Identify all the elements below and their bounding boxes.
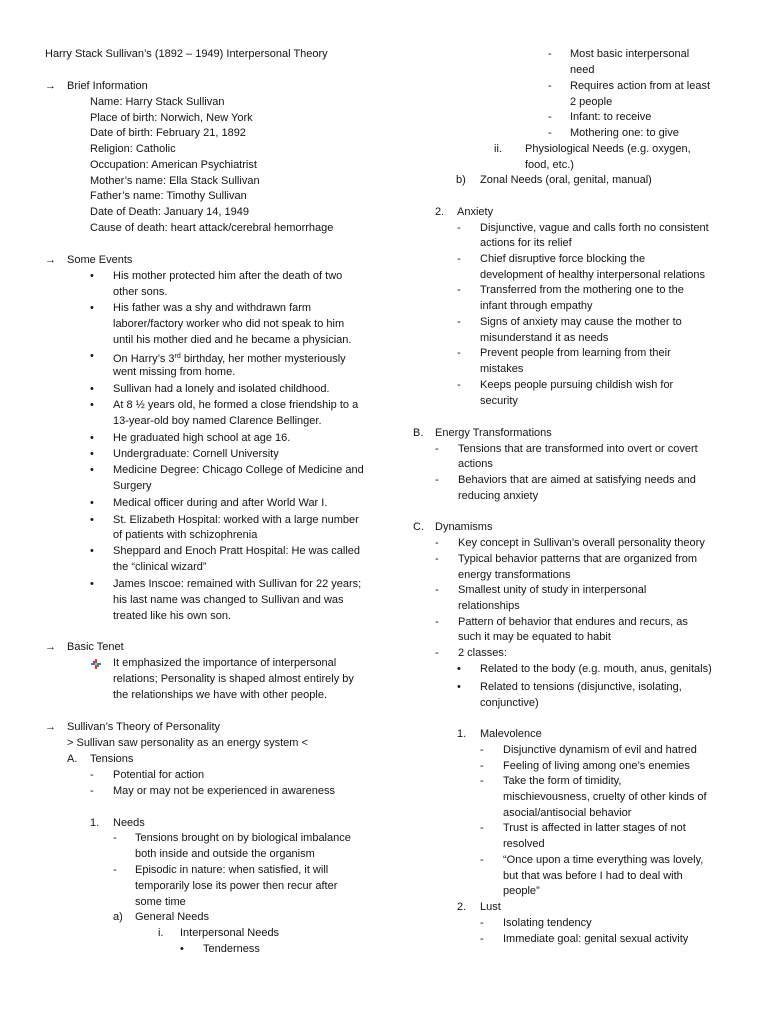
event-line: Undergraduate: Cornell University: [113, 448, 279, 460]
dash-icon: -: [90, 769, 94, 781]
anxiety-line: mistakes: [480, 363, 524, 375]
malevolence-line: resolved: [503, 838, 545, 850]
dash-icon: -: [548, 127, 552, 139]
dynamism-line: Smallest unity of study in interpersonal: [458, 584, 647, 596]
needs-line: temporarily lose its power then recur after: [135, 880, 338, 892]
brief-line: Place of birth: Norwich, New York: [90, 112, 253, 124]
dynamism-line: Key concept in Sullivan’s overall personality theory: [458, 537, 705, 549]
energy-line: Tensions that are transformed into overt or covert: [458, 443, 698, 455]
dynamism-class: Related to tensions (disjunctive, isolating,: [480, 681, 682, 693]
list-marker: i.: [158, 927, 164, 939]
event-line: until his mother died and he became a physician.: [113, 334, 352, 346]
event-line: St. Elizabeth Hospital: worked with a large number: [113, 514, 359, 526]
section-heading-brief: Brief Information: [67, 80, 148, 92]
dash-icon: -: [457, 222, 461, 234]
bullet-icon: •: [180, 943, 184, 955]
tenderness-line: 2 people: [570, 96, 613, 108]
event-line: his last name was changed to Sullivan and was: [113, 594, 344, 606]
dash-icon: -: [457, 379, 461, 391]
bullet-icon: •: [90, 383, 94, 395]
subsection-malevolence: Malevolence: [480, 728, 542, 740]
bullet-icon: •: [90, 514, 94, 526]
brief-line: Name: Harry Stack Sullivan: [90, 96, 225, 108]
dash-icon: -: [435, 553, 439, 565]
arrow-icon: →: [45, 641, 56, 653]
malevolence-line: but that was before I had to deal with: [503, 870, 683, 882]
anxiety-line: infant through empathy: [480, 300, 593, 312]
bullet-icon: •: [90, 350, 94, 362]
event-line: At 8 ½ years old, he formed a close friendship to a: [113, 399, 359, 411]
needs-line: Episodic in nature: when satisfied, it will: [135, 864, 329, 876]
tenderness-line: Requires action from at least: [570, 80, 711, 92]
event-line: treated like his own son.: [113, 610, 232, 622]
tenet-line: relations; Personality is shaped almost entirely by: [113, 673, 354, 685]
dash-icon: -: [435, 647, 439, 659]
lust-line: Immediate goal: genital sexual activity: [503, 933, 689, 945]
section-heading-tenet: Basic Tenet: [67, 641, 124, 653]
energy-line: actions: [458, 458, 493, 470]
tenet-line: the relationships we have with other people.: [113, 689, 328, 701]
event-line: other sons.: [113, 286, 168, 298]
list-marker: 2.: [435, 206, 445, 218]
malevolence-line: mischievousness, cruelty of other kinds of: [503, 791, 707, 803]
tenet-line: It emphasized the importance of interpersonal: [113, 657, 337, 669]
anxiety-line: Chief disruptive force blocking the: [480, 253, 646, 265]
dash-icon: -: [435, 474, 439, 486]
needs-line: some time: [135, 896, 186, 908]
event-line: of patients with schizophrenia: [113, 529, 258, 541]
dash-icon: -: [457, 253, 461, 265]
brief-line: Date of Death: January 14, 1949: [90, 206, 249, 218]
bullet-icon: •: [90, 545, 94, 557]
brief-line: Occupation: American Psychiatrist: [90, 159, 257, 171]
malevolence-line: “Once upon a time everything was lovely,: [503, 854, 704, 866]
subsection-lust: Lust: [480, 901, 501, 913]
dash-icon: -: [457, 284, 461, 296]
anxiety-line: Keeps people pursuing childish wish for: [480, 379, 674, 391]
dash-icon: -: [548, 48, 552, 60]
dynamism-line: relationships: [458, 600, 520, 612]
dash-icon: -: [480, 933, 484, 945]
dash-icon: -: [90, 785, 94, 797]
tension-line: Potential for action: [113, 769, 205, 781]
event-line: the “clinical wizard”: [113, 561, 207, 573]
dash-icon: -: [480, 917, 484, 929]
anxiety-line: misunderstand it as needs: [480, 332, 609, 344]
anxiety-line: Disjunctive, vague and calls forth no consistent: [480, 222, 709, 234]
section-heading-theory: Sullivan’s Theory of Personality: [67, 721, 221, 733]
bullet-icon: •: [90, 448, 94, 460]
event-line: Medicine Degree: Chicago College of Medicine and: [113, 464, 364, 476]
dynamism-line: such it may be equated to habit: [458, 631, 611, 643]
list-marker: A.: [67, 753, 78, 765]
list-marker: a): [113, 911, 123, 923]
event-line: His father was a shy and withdrawn farm: [113, 302, 312, 314]
bullet-icon: •: [457, 681, 461, 693]
lust-line: Isolating tendency: [503, 917, 592, 929]
dash-icon: -: [457, 316, 461, 328]
dash-icon: -: [113, 832, 117, 844]
subsection-general-needs: General Needs: [135, 911, 209, 923]
event-line: Sullivan had a lonely and isolated childhood.: [113, 383, 330, 395]
malevolence-line: Take the form of timidity,: [503, 775, 622, 787]
tenderness-line: Mothering one: to give: [570, 127, 679, 139]
dynamism-class: conjunctive): [480, 697, 539, 709]
zonal-needs: Zonal Needs (oral, genital, manual): [480, 174, 652, 186]
brief-line: Religion: Catholic: [90, 143, 176, 155]
dash-icon: -: [435, 537, 439, 549]
bullet-icon: •: [90, 270, 94, 282]
arrow-icon: →: [45, 254, 56, 266]
malevolence-line: asocial/antisocial behavior: [503, 807, 632, 819]
subsection-tensions: Tensions: [90, 753, 134, 765]
arrow-icon: →: [45, 80, 56, 92]
brief-line: Mother’s name: Ella Stack Sullivan: [90, 175, 260, 187]
brief-line: Cause of death: heart attack/cerebral hemorrhage: [90, 222, 334, 234]
dash-icon: -: [435, 443, 439, 455]
event-line: His mother protected him after the death of two: [113, 270, 343, 282]
bullet-icon: •: [90, 302, 94, 314]
malevolence-line: people”: [503, 885, 540, 897]
dynamism-line: Typical behavior patterns that are organized from: [458, 553, 698, 565]
needs-line: Tensions brought on by biological imbalance: [135, 832, 351, 844]
subsection-dynamisms: Dynamisms: [435, 521, 493, 533]
dash-icon: -: [457, 347, 461, 359]
pushpin-icon: [90, 658, 102, 670]
list-marker: ii.: [494, 143, 502, 155]
ordinal-suffix: rd: [174, 353, 181, 360]
energy-line: Behaviors that are aimed at satisfying needs and: [458, 474, 696, 486]
dash-icon: -: [480, 760, 484, 772]
event-line: Medical officer during and after World War I.: [113, 497, 328, 509]
list-marker: B.: [413, 427, 424, 439]
tenderness-line: Most basic interpersonal: [570, 48, 690, 60]
list-marker: C.: [413, 521, 424, 533]
event-line: Surgery: [113, 480, 152, 492]
bullet-icon: •: [90, 497, 94, 509]
dash-icon: -: [548, 111, 552, 123]
malevolence-line: Trust is affected in latter stages of not: [503, 822, 686, 834]
subsection-anxiety: Anxiety: [457, 206, 494, 218]
brief-line: Date of birth: February 21, 1892: [90, 127, 246, 139]
event-line: He graduated high school at age 16.: [113, 432, 291, 444]
dash-icon: -: [480, 775, 484, 787]
dash-icon: -: [435, 616, 439, 628]
anxiety-line: Transferred from the mothering one to the: [480, 284, 684, 296]
dynamism-class: Related to the body (e.g. mouth, anus, genitals): [480, 663, 712, 675]
event-line: 13-year-old boy named Clarence Bellinger.: [113, 415, 322, 427]
dynamism-line: energy transformations: [458, 569, 571, 581]
event-line: went missing from home.: [113, 366, 236, 378]
anxiety-line: Prevent people from learning from their: [480, 347, 671, 359]
event-line: Sheppard and Enoch Pratt Hospital: He was called: [113, 545, 361, 557]
bullet-icon: •: [90, 432, 94, 444]
tension-line: May or may not be experienced in awareness: [113, 785, 335, 797]
bullet-icon: •: [457, 663, 461, 675]
anxiety-line: development of healthy interpersonal relations: [480, 269, 706, 281]
bullet-icon: •: [90, 399, 94, 411]
section-heading-events: Some Events: [67, 254, 133, 266]
event-line: James Inscoe: remained with Sullivan for 22 years;: [113, 578, 362, 590]
list-marker: b): [456, 174, 466, 186]
anxiety-line: security: [480, 395, 518, 407]
tenderness-line: Infant: to receive: [570, 111, 652, 123]
tenderness-line: need: [570, 64, 595, 76]
arrow-icon: →: [45, 721, 56, 733]
dash-icon: -: [113, 864, 117, 876]
event-line: laborer/factory worker who did not speak to him: [113, 318, 345, 330]
malevolence-line: Feeling of living among one’s enemies: [503, 760, 690, 772]
dynamism-line: Pattern of behavior that endures and recurs, as: [458, 616, 688, 628]
theory-subtitle: > Sullivan saw personality as an energy system <: [67, 737, 308, 749]
bullet-icon: •: [90, 578, 94, 590]
subsection-energy-transformations: Energy Transformations: [435, 427, 552, 439]
anxiety-line: actions for its relief: [480, 237, 572, 249]
dash-icon: -: [480, 822, 484, 834]
tenderness-label: Tenderness: [203, 943, 260, 955]
malevolence-line: Disjunctive dynamism of evil and hatred: [503, 744, 697, 756]
dash-icon: -: [480, 854, 484, 866]
event-text: birthday, her mother mysteriously: [183, 353, 346, 365]
brief-line: Father’s name: Timothy Sullivan: [90, 190, 247, 202]
bullet-icon: •: [90, 464, 94, 476]
dynamism-line: 2 classes:: [458, 647, 507, 659]
anxiety-line: Signs of anxiety may cause the mother to: [480, 316, 682, 328]
subsection-interpersonal-needs: Interpersonal Needs: [180, 927, 280, 939]
physiological-needs: food, etc.): [525, 159, 574, 171]
physiological-needs: Physiological Needs (e.g. oxygen,: [525, 143, 691, 155]
energy-line: reducing anxiety: [458, 490, 539, 502]
dash-icon: -: [480, 744, 484, 756]
list-marker: 2.: [457, 901, 467, 913]
event-text: On Harry’s 3: [113, 353, 175, 365]
list-marker: 1.: [457, 728, 467, 740]
needs-line: both inside and outside the organism: [135, 848, 315, 860]
list-marker: 1.: [90, 817, 100, 829]
page-title: Harry Stack Sullivan’s (1892 – 1949) Interpersonal Theory: [45, 48, 328, 60]
dash-icon: -: [435, 584, 439, 596]
dash-icon: -: [548, 80, 552, 92]
subsection-needs: Needs: [113, 817, 145, 829]
